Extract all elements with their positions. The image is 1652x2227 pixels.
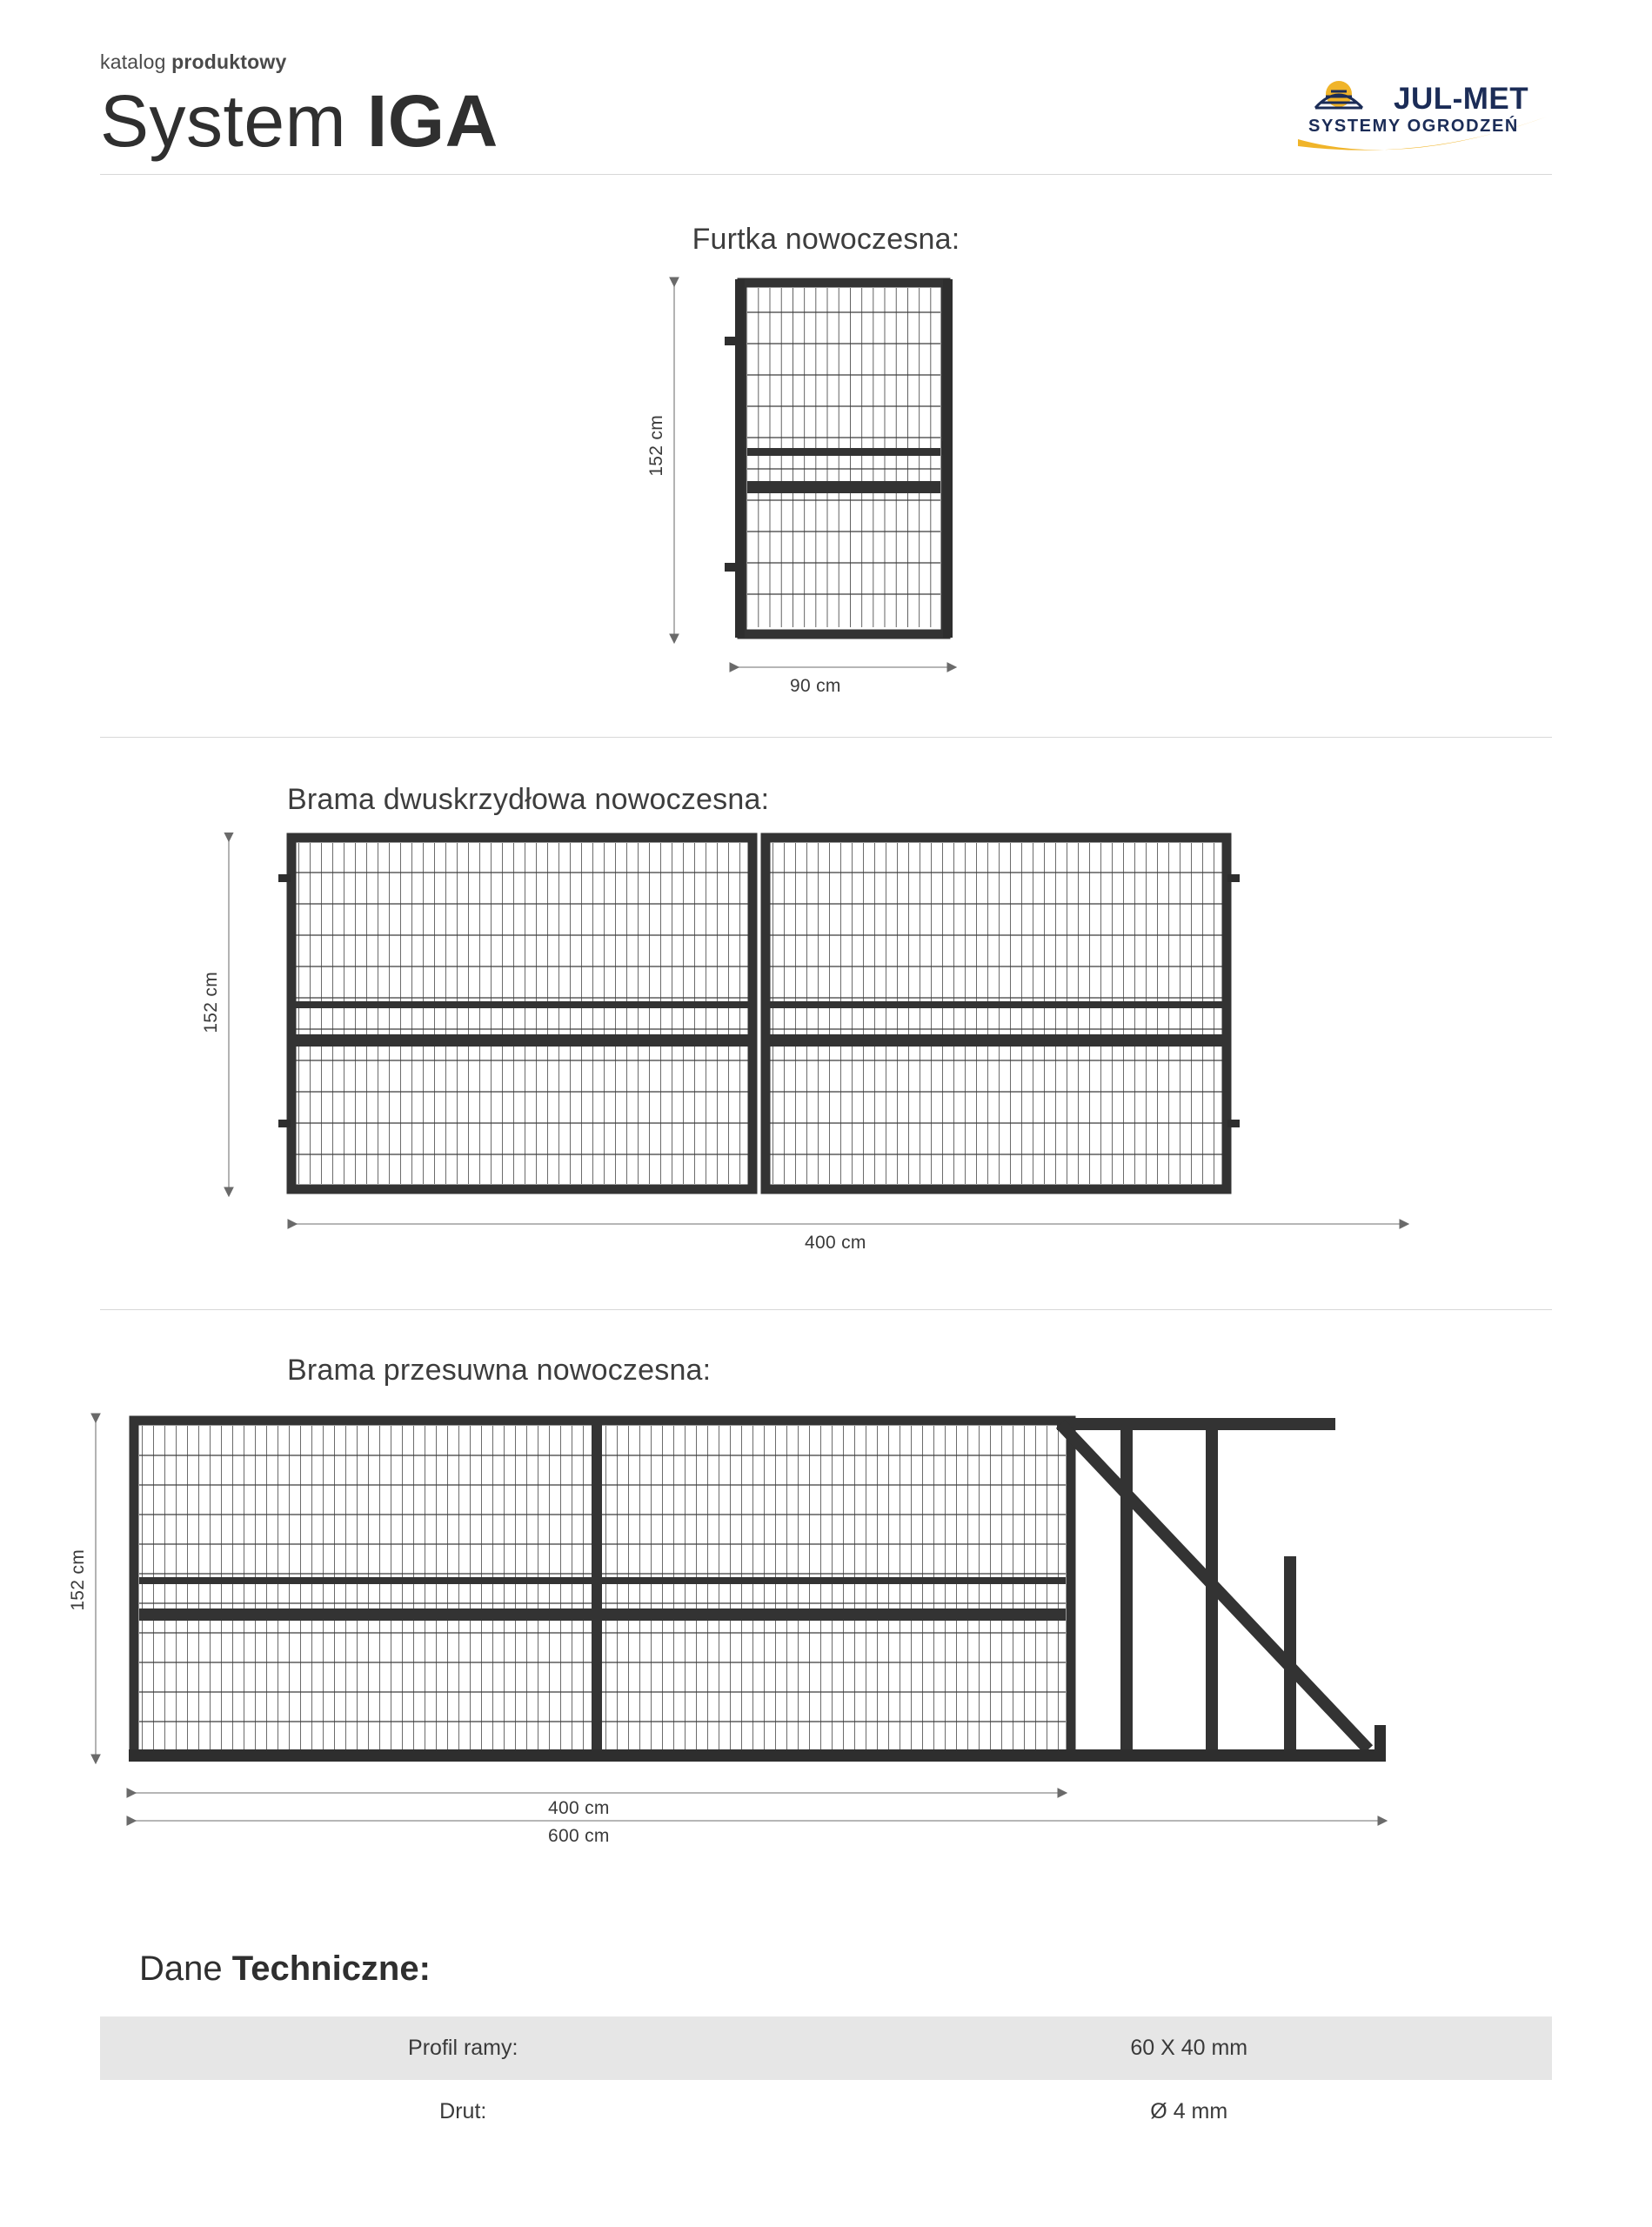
brama3-width-label-600: 600 cm	[548, 1826, 610, 1846]
divider-top	[100, 174, 1552, 175]
section-title-brama-dwuskrzydlowa: Brama dwuskrzydłowa nowoczesna:	[287, 783, 770, 816]
slide-rail	[129, 1749, 1386, 1762]
section-furtka	[100, 223, 1552, 711]
title-bold: IGA	[366, 80, 498, 162]
table-row	[100, 2080, 1552, 2143]
brama2-height-label: 152 cm	[201, 972, 221, 1033]
section-brama-przesuwna	[68, 1354, 1552, 1889]
furtka-drawing	[100, 276, 1552, 711]
kicker-bold: produktowy	[171, 50, 287, 73]
figure-furtka	[100, 276, 1552, 711]
tech-heading-light: Dane	[139, 1949, 232, 1988]
section-brama-dwuskrzydlowa	[100, 783, 1552, 1285]
tech-data-table	[100, 2016, 1552, 2143]
brama2-width-label: 400 cm	[805, 1233, 866, 1253]
divider-1	[100, 737, 1552, 738]
logo-name-primary: JUL-MET	[1394, 82, 1529, 116]
logo-name-secondary: SYSTEMY OGRODZEŃ	[1308, 117, 1519, 136]
tech-value: 60 X 40 mm	[826, 2016, 1553, 2080]
tech-data-heading	[139, 1949, 1552, 1989]
table-row	[100, 2016, 1552, 2080]
brama-dwuskrzydlowa-drawing	[100, 833, 1552, 1285]
furtka-height-label: 152 cm	[646, 415, 666, 477]
title-light: System	[100, 80, 367, 162]
tech-key: Drut:	[439, 2099, 487, 2123]
page-header	[100, 0, 1552, 174]
tech-heading-bold: Techniczne:	[231, 1949, 431, 1988]
section-title-furtka: Furtka nowoczesna:	[692, 223, 960, 256]
section-title-brama-przesuwna: Brama przesuwna nowoczesna:	[287, 1354, 712, 1387]
divider-2	[100, 1309, 1552, 1310]
tech-key: Profil ramy:	[100, 2016, 826, 2080]
jul-met-logo	[1291, 68, 1552, 164]
brama3-width-label-400: 400 cm	[548, 1798, 610, 1818]
kicker-plain: katalog	[100, 50, 172, 73]
brama3-height-label: 152 cm	[68, 1549, 88, 1611]
brama-przesuwna-drawing	[0, 1401, 1652, 1889]
tech-value: Ø 4 mm	[1150, 2099, 1228, 2123]
figure-brama-przesuwna	[0, 1401, 1652, 1889]
furtka-width-label: 90 cm	[790, 676, 841, 696]
figure-brama-dwuskrzydlowa	[100, 833, 1552, 1285]
